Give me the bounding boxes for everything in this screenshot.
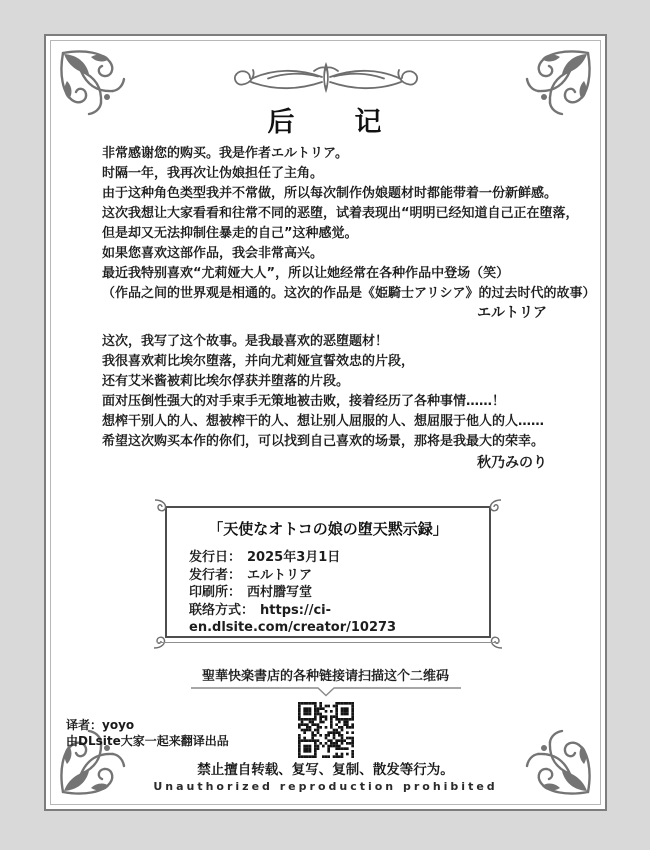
text-line: 我很喜欢莉比埃尔堕落，并向尤莉娅宣誓效忠的片段， [102, 354, 415, 369]
prohibition-notice-en: Unauthorized reproduction prohibited [153, 780, 498, 793]
colophon-value: エルトリア [247, 567, 313, 583]
qr-caption: 聖華快楽書店的各种链接请扫描这个二维码 [201, 669, 449, 684]
afterword1-signature: エルトリア [477, 305, 547, 321]
colophon-box [165, 506, 491, 638]
translator-credit [66, 717, 229, 749]
contact-url[interactable]: https://ci-en.dlsite.com/creator/10273 [189, 602, 397, 635]
prohibition-notice-zh: 禁止擅自转载、复写、复制、散发等行为。 [197, 762, 454, 778]
colophon-row [189, 584, 489, 602]
frame-curl-icon [486, 497, 502, 513]
text-line: 如果您喜欢这部作品，我会非常高兴。 [102, 246, 324, 261]
colophon-value: 2025年3月1日 [247, 550, 341, 565]
text-line: 想榨干别人的人、想被榨干的人、想让别人屈服的人、想屈服于他人的人…… [102, 414, 545, 429]
text-line: 时隔一年，我再次让伪娘担任了主角。 [102, 166, 324, 181]
text-line: 非常感谢您的购买。我是作者エルトリア。 [102, 146, 348, 161]
colophon-label: 发行者： [189, 567, 242, 583]
text-line: 最近我特别喜欢“尤莉娅大人”，所以让她经常在各种作品中登场（笑） [102, 266, 510, 281]
underbrace-icon [190, 686, 462, 698]
colophon-row [189, 567, 489, 585]
frame-curl-icon [153, 635, 169, 651]
frame-curl-icon [154, 497, 170, 513]
colophon-label: 联络方式： [189, 602, 255, 618]
qr-code [298, 702, 354, 758]
header-scroll-ornament-icon [226, 58, 426, 98]
colophon-label: 发行日： [189, 550, 242, 565]
text-line: 这次，我写了这个故事。是我最喜欢的恶堕题材！ [102, 334, 389, 349]
text-line: 希望这次购买本作的你们，可以找到自己喜欢的场景，那将是我最大的荣幸。 [102, 434, 545, 449]
colophon-value: 西村謄写堂 [247, 585, 313, 600]
translator-group: 由DLsite大家一起来翻译出品 [66, 734, 229, 748]
afterword-block-2 [102, 332, 544, 452]
frame-curl-icon [487, 635, 503, 651]
afterword2-signature: 秋乃みのり [477, 455, 547, 471]
text-line: 还有艾米酱被莉比埃尔俘获并堕落的片段。 [102, 374, 350, 389]
afterword-block-1 [102, 144, 595, 304]
text-line: 由于这种角色类型我并不常做，所以每次制作伪娘题材时都能带着一份新鲜感。 [102, 186, 558, 201]
colophon-row [189, 602, 489, 637]
colophon-rows [189, 549, 489, 637]
text-line: （作品之间的世界观是相通的。这次的作品是《姫騎士アリシア》的过去时代的故事） [102, 286, 596, 301]
frame-underline [157, 642, 499, 643]
colophon-label: 印刷所： [189, 585, 242, 600]
page-title: 后 记 [267, 107, 384, 138]
text-line: 但是却又无法抑制住暴走的自己”这种感觉。 [102, 226, 358, 241]
text-line: 这次我想让大家看看和往常不同的恶堕，试着表现出“明明已经知道自己正在堕落， [102, 206, 579, 221]
scanned-page [44, 34, 607, 811]
colophon-row [189, 549, 489, 567]
book-title: 「天使なオトコの娘の堕天黙示録」 [208, 520, 448, 538]
translator-name: 译者：yoyo [66, 718, 135, 732]
text-line: 面对压倒性强大的对手束手无策地被击败，接着经历了各种事情……！ [102, 394, 506, 409]
